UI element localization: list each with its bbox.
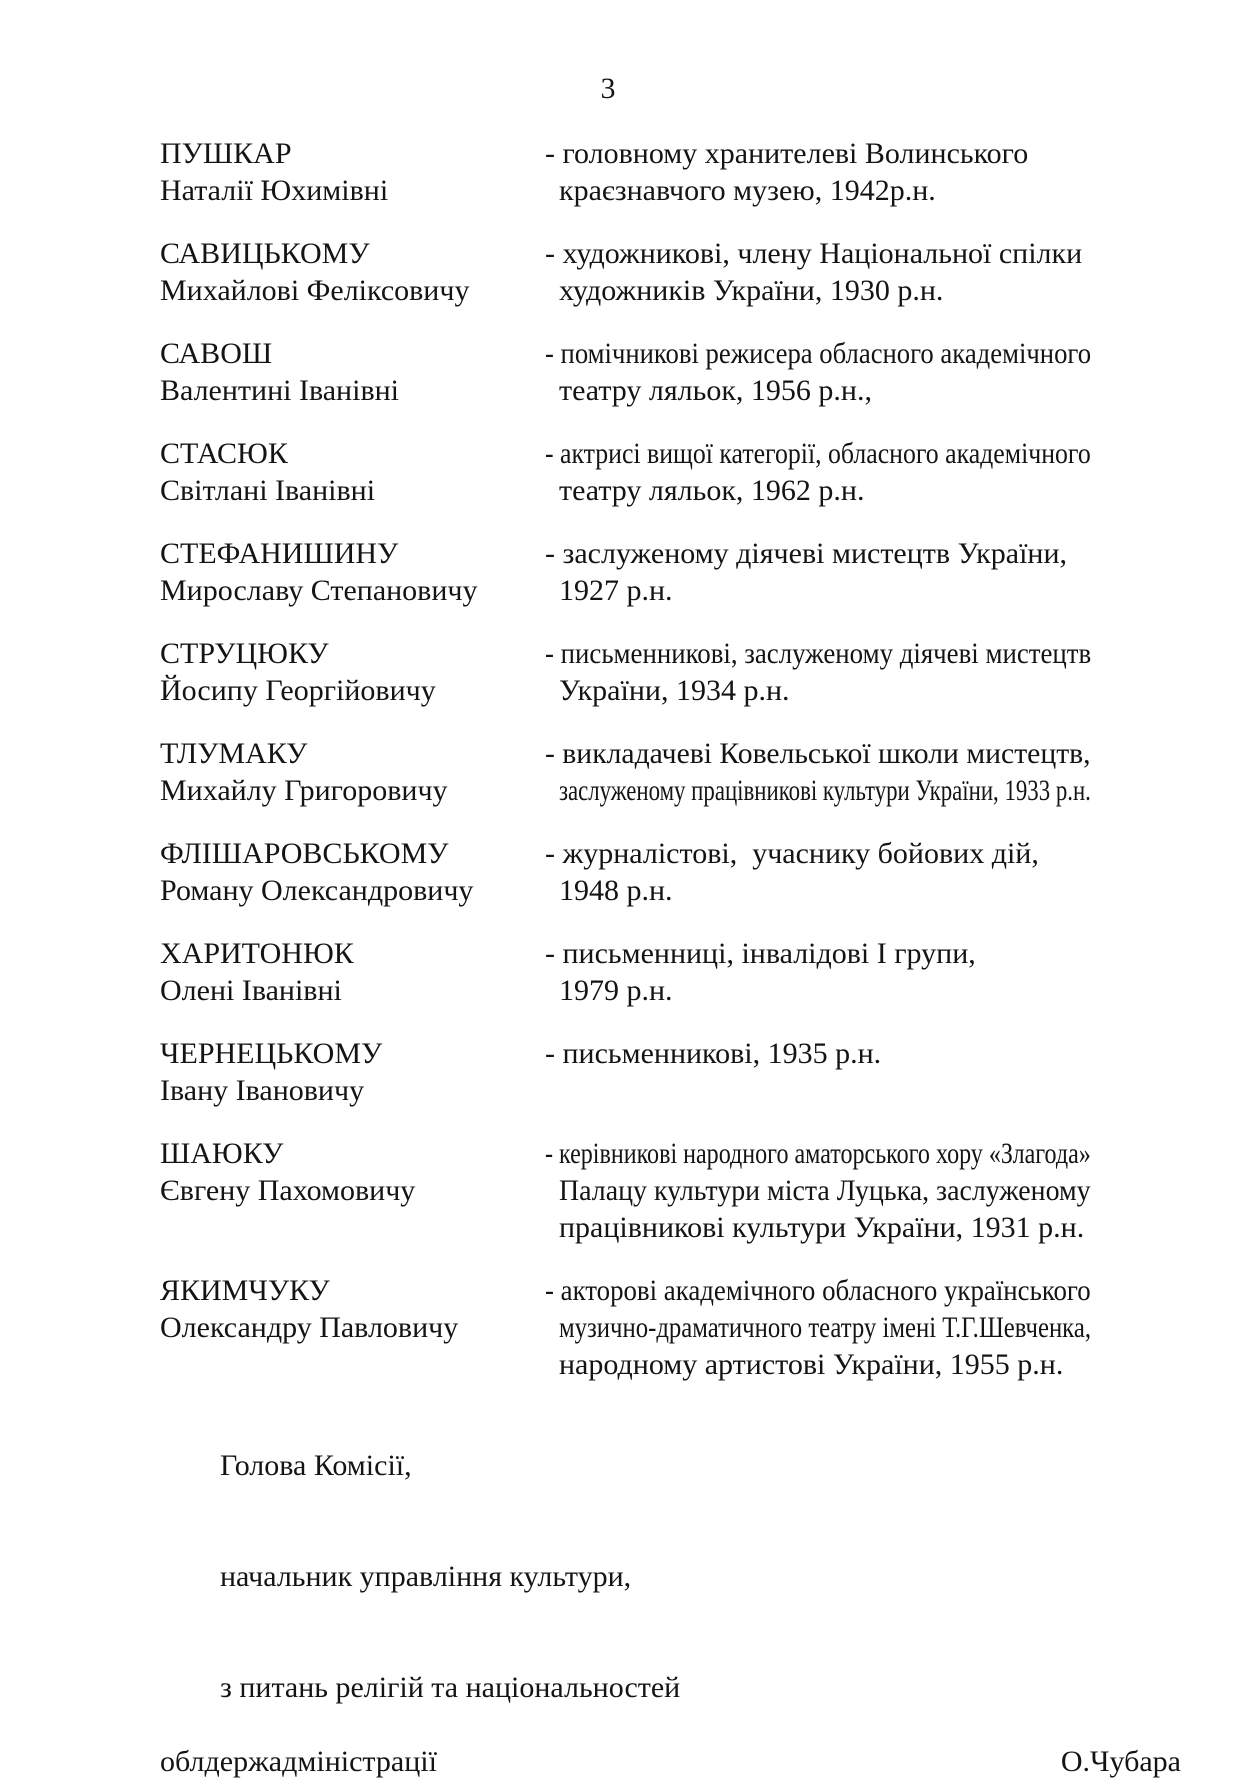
recipient-surname-text: ТЛУМАКУ xyxy=(160,737,308,770)
page-number xyxy=(0,70,1216,107)
recipient-given-names-text: Михайлу Григоровичу xyxy=(160,774,448,807)
recipient-surname xyxy=(160,135,545,172)
description-line xyxy=(559,872,1091,909)
description-line xyxy=(559,1309,1091,1346)
description-line-text: - актрисі вищої категорії, обласного академічного xyxy=(545,437,1091,470)
recipient-description-column xyxy=(545,235,1091,309)
recipient-description-column xyxy=(545,1035,1091,1072)
description-line-text: - письменникові, заслуженому діячеві мистецтв xyxy=(545,637,1092,670)
page-number-text: 3 xyxy=(600,72,616,105)
recipient-name-column xyxy=(160,835,545,909)
recipient-given-names-text: Йосипу Георгійовичу xyxy=(160,674,436,707)
recipient-surname xyxy=(160,535,545,572)
recipient-description-column xyxy=(545,1135,1091,1246)
description-line-text: Палацу культури міста Луцька, заслуженому xyxy=(559,1174,1091,1207)
description-line-text: художників України, 1930 р.н. xyxy=(559,274,944,307)
description-line-text: - письменникові, 1935 р.н. xyxy=(545,1037,882,1070)
recipient-description-column xyxy=(545,735,1091,809)
description-line xyxy=(545,135,1091,172)
recipient-surname xyxy=(160,635,545,672)
recipient-surname-text: ЯКИМЧУКУ xyxy=(160,1274,330,1307)
description-line xyxy=(545,1272,1091,1309)
recipient-description-column xyxy=(545,835,1091,909)
recipient-description-column xyxy=(545,1272,1091,1383)
recipient-entry xyxy=(160,835,1181,909)
recipient-surname-text: ШАЮКУ xyxy=(160,1137,284,1170)
recipient-given-names xyxy=(160,772,545,809)
recipient-given-names-text: Євгену Пахомовичу xyxy=(160,1174,416,1207)
description-line-text: - письменниці, інвалідові І групи, xyxy=(545,937,976,970)
recipient-entry xyxy=(160,635,1181,709)
recipient-entry xyxy=(160,1272,1181,1383)
recipient-surname xyxy=(160,1272,545,1309)
recipient-surname xyxy=(160,1135,545,1172)
signature-title-line xyxy=(160,1632,1181,1743)
recipient-surname-text: САВОШ xyxy=(160,337,273,370)
recipient-surname xyxy=(160,835,545,872)
description-line xyxy=(545,1135,1091,1172)
description-line-text: - журналістові, учаснику бойових дій, xyxy=(545,837,1039,870)
description-line xyxy=(559,272,1091,309)
recipient-name-column xyxy=(160,635,545,709)
recipient-given-names xyxy=(160,1172,545,1209)
description-line-text: музично-драматичного театру імені Т.Г.Шевченка, xyxy=(559,1311,1091,1344)
description-line-text: України, 1934 р.н. xyxy=(559,674,790,707)
recipient-given-names-text: Світлані Іванівні xyxy=(160,474,376,507)
recipient-surname-text: ЧЕРНЕЦЬКОМУ xyxy=(160,1037,383,1070)
recipient-description-column xyxy=(545,935,1091,1009)
description-line xyxy=(559,972,1091,1009)
recipient-name-column xyxy=(160,535,545,609)
recipient-name-column xyxy=(160,335,545,409)
recipient-given-names-text: Валентині Іванівні xyxy=(160,374,400,407)
description-line-text: працівникові культури України, 1931 р.н. xyxy=(559,1211,1085,1244)
recipient-entry xyxy=(160,335,1181,409)
recipient-given-names-text: Мирославу Степановичу xyxy=(160,574,478,607)
document-body xyxy=(160,135,1181,1780)
recipient-name-column xyxy=(160,735,545,809)
recipient-name-column xyxy=(160,235,545,309)
recipient-given-names xyxy=(160,872,545,909)
signature-last-line xyxy=(160,1743,1181,1780)
description-line xyxy=(559,472,1091,509)
recipient-entry xyxy=(160,435,1181,509)
recipient-surname xyxy=(160,935,545,972)
recipient-entry xyxy=(160,1135,1181,1246)
recipient-name-column xyxy=(160,935,545,1009)
recipient-given-names xyxy=(160,172,545,209)
description-line xyxy=(545,535,1091,572)
recipient-given-names xyxy=(160,472,545,509)
description-line-text: - художникові, члену Національної спілки xyxy=(545,237,1083,270)
description-line xyxy=(559,172,1091,209)
recipient-surname-text: ФЛІШАРОВСЬКОМУ xyxy=(160,837,449,870)
recipient-given-names-text: Олександру Павловичу xyxy=(160,1311,459,1344)
recipient-entry xyxy=(160,1035,1181,1109)
description-line-text: - акторові академічного обласного українського xyxy=(545,1274,1091,1307)
recipient-surname-text: ПУШКАР xyxy=(160,137,292,170)
recipient-given-names xyxy=(160,672,545,709)
description-line-text: 1979 р.н. xyxy=(559,974,673,1007)
signature-title-text: з питань релігій та національностей xyxy=(220,1671,681,1704)
description-line xyxy=(545,935,1091,972)
description-line xyxy=(559,772,1091,809)
recipient-surname-text: СТЕФАНИШИНУ xyxy=(160,537,399,570)
description-line xyxy=(545,635,1091,672)
recipient-given-names xyxy=(160,1309,545,1346)
description-line-text: - викладачеві Ковельської школи мистецтв, xyxy=(545,737,1091,770)
description-line xyxy=(545,335,1091,372)
recipient-entry xyxy=(160,235,1181,309)
description-line-text: - помічникові режисера обласного академічного xyxy=(545,337,1092,370)
recipient-entry xyxy=(160,135,1181,209)
recipient-given-names xyxy=(160,1072,545,1109)
description-line-text: театру ляльок, 1956 р.н., xyxy=(559,374,872,407)
recipient-name-column xyxy=(160,435,545,509)
description-line-text: - заслуженому діячеві мистецтв України, xyxy=(545,537,1068,570)
recipient-given-names xyxy=(160,972,545,1009)
description-line-text: народному артистові України, 1955 р.н. xyxy=(559,1348,1064,1381)
recipient-given-names xyxy=(160,572,545,609)
recipient-given-names-text: Івану Івановичу xyxy=(160,1074,365,1107)
signature-title-text: Голова Комісії, xyxy=(220,1449,412,1482)
recipient-description-column xyxy=(545,335,1091,409)
recipient-given-names xyxy=(160,372,545,409)
recipient-given-names-text: Олені Іванівні xyxy=(160,974,342,1007)
description-line-text: - керівникові народного аматорського хору «Злагода» xyxy=(545,1137,1091,1170)
description-line-text: краєзнавчого музею, 1942р.н. xyxy=(559,174,936,207)
signature-title-line xyxy=(160,1521,1181,1632)
recipient-entry xyxy=(160,935,1181,1009)
recipient-description-column xyxy=(545,135,1091,209)
description-line xyxy=(559,1346,1091,1383)
signature-title-text: облдержадміністрації xyxy=(160,1745,437,1778)
description-line xyxy=(559,1209,1091,1246)
description-line xyxy=(545,735,1091,772)
recipient-given-names-text: Роману Олександровичу xyxy=(160,874,474,907)
description-line xyxy=(545,835,1091,872)
recipient-given-names xyxy=(160,272,545,309)
description-line xyxy=(545,1035,1091,1072)
description-line-text: - головному хранителеві Волинського xyxy=(545,137,1029,170)
description-line-text: заслуженому працівникові культури України, 1933 р.н. xyxy=(559,774,1091,807)
description-line-text: 1927 р.н. xyxy=(559,574,673,607)
recipient-list xyxy=(160,135,1181,1383)
signatory-name: О.Чубара xyxy=(1060,1745,1181,1778)
description-line xyxy=(559,1172,1091,1209)
recipient-entry xyxy=(160,535,1181,609)
signature-title-text: начальник управління культури, xyxy=(220,1560,632,1593)
recipient-surname xyxy=(160,1035,545,1072)
recipient-name-column xyxy=(160,135,545,209)
recipient-given-names-text: Наталії Юхимівні xyxy=(160,174,389,207)
recipient-name-column xyxy=(160,1272,545,1346)
description-line xyxy=(559,572,1091,609)
description-line xyxy=(559,372,1091,409)
recipient-surname-text: СТРУЦЮКУ xyxy=(160,637,329,670)
recipient-surname-text: СТАСЮК xyxy=(160,437,288,470)
recipient-given-names-text: Михайлові Феліксовичу xyxy=(160,274,470,307)
signature-title-line xyxy=(160,1410,1181,1521)
recipient-surname xyxy=(160,235,545,272)
description-line-text: 1948 р.н. xyxy=(559,874,673,907)
recipient-description-column xyxy=(545,535,1091,609)
recipient-name-column xyxy=(160,1135,545,1209)
recipient-surname xyxy=(160,735,545,772)
recipient-description-column xyxy=(545,435,1091,509)
recipient-surname xyxy=(160,435,545,472)
description-line xyxy=(545,235,1091,272)
description-line-text: театру ляльок, 1962 р.н. xyxy=(559,474,865,507)
recipient-surname-text: САВИЦЬКОМУ xyxy=(160,237,370,270)
signature-block xyxy=(160,1410,1181,1780)
recipient-surname-text: ХАРИТОНЮК xyxy=(160,937,354,970)
description-line xyxy=(545,435,1091,472)
recipient-surname xyxy=(160,335,545,372)
description-line xyxy=(559,672,1091,709)
recipient-entry xyxy=(160,735,1181,809)
recipient-name-column xyxy=(160,1035,545,1109)
recipient-description-column xyxy=(545,635,1091,709)
